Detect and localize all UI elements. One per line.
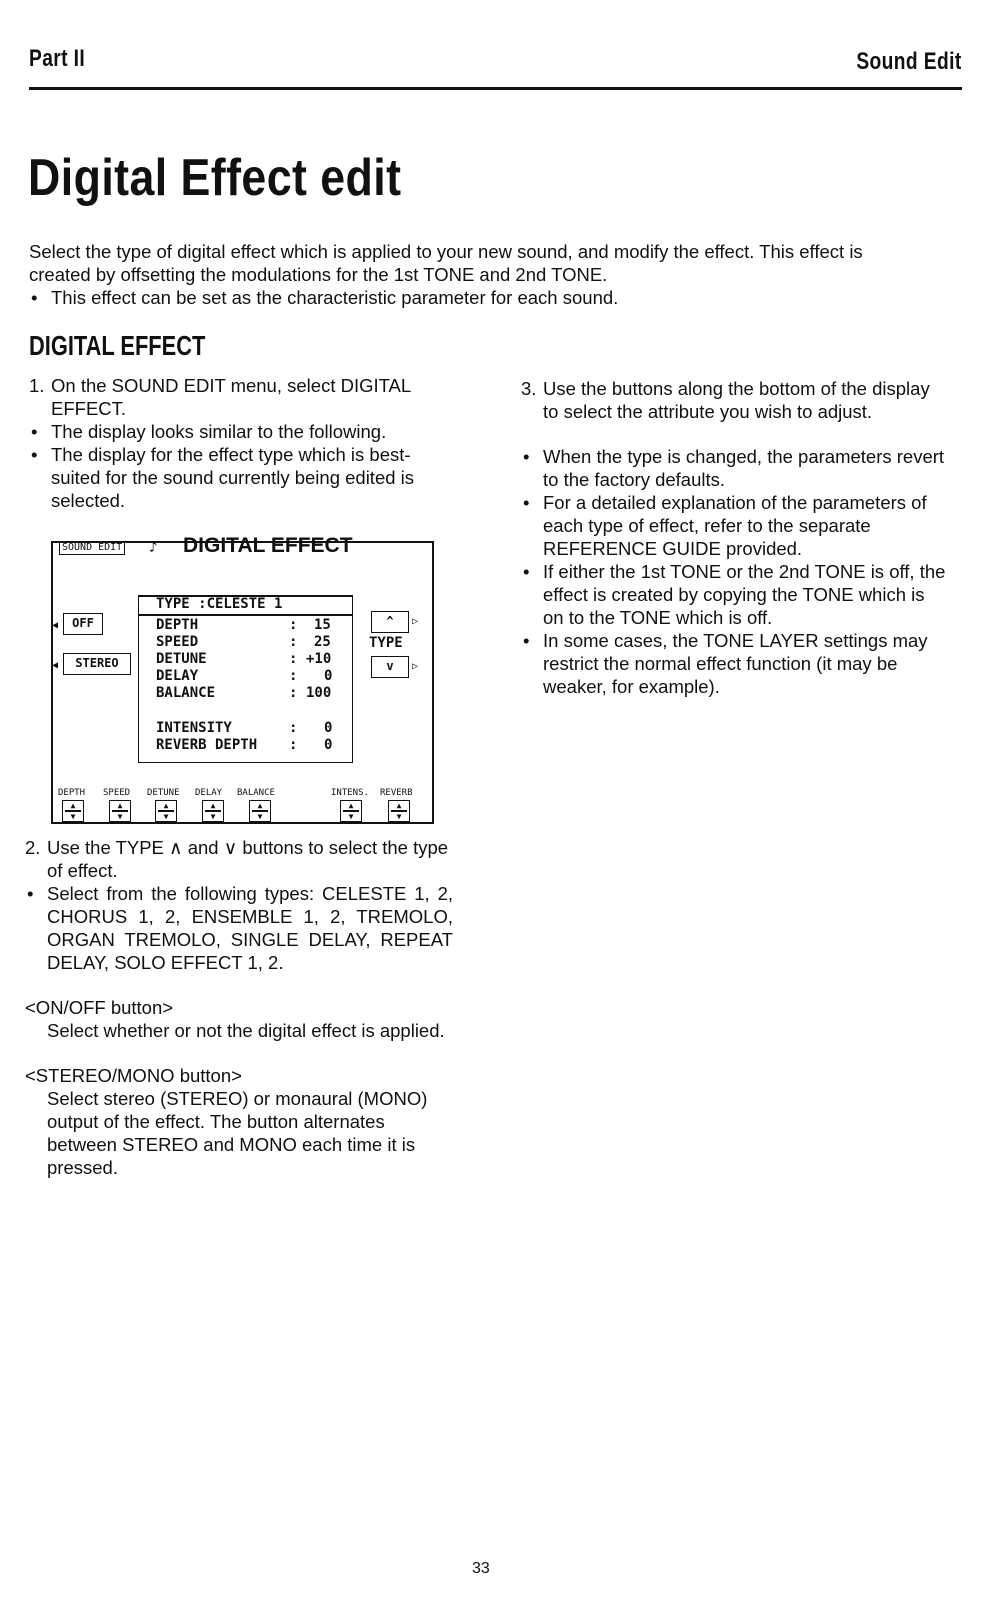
- label-speed: SPEED: [103, 788, 131, 798]
- bullet-best-suited: • The display for the effect type which is best-suited for the sound currently being edited is selected.: [31, 444, 415, 511]
- section-title: DIGITAL EFFECT: [29, 330, 206, 361]
- sound-edit-tag: SOUND EDIT: [59, 541, 125, 555]
- bullet-reference: • For a detailed explanation of the parameters of each type of effect, refer to the separate REFERENCE GUIDE provided.: [523, 492, 927, 559]
- left-column-top: [29, 374, 454, 512]
- speed-updown-button[interactable]: ▲ ▼: [109, 800, 131, 822]
- step-1: 1. On the SOUND EDIT menu, select DIGITAL EFFECT.: [29, 375, 411, 419]
- label-depth: DEPTH: [58, 788, 86, 798]
- label-delay: DELAY: [195, 788, 223, 798]
- off-button[interactable]: OFF: [63, 613, 103, 635]
- pointer-icon: ▷: [412, 616, 419, 627]
- param-name: SPEED: [156, 634, 199, 650]
- bullet-display-look: • The display looks similar to the following.: [31, 421, 387, 442]
- colon: :: [289, 737, 298, 753]
- bullet-icon: •: [31, 421, 38, 442]
- type-down-button[interactable]: v: [371, 656, 409, 678]
- param-value: 0: [324, 720, 333, 736]
- intro-line-1: Select the type of digital effect which is applied to your new sound, and modify the effect. This effect is: [29, 241, 863, 262]
- colon: :: [289, 720, 298, 736]
- params-panel: [138, 595, 353, 763]
- stereo-button[interactable]: STEREO: [63, 653, 131, 675]
- bullet-icon: •: [31, 444, 38, 465]
- colon: :: [289, 668, 298, 684]
- label-balance: BALANCE: [237, 788, 275, 798]
- onoff-heading: <ON/OFF button>: [25, 997, 174, 1018]
- step-3: 3. Use the buttons along the bottom of the display to select the attribute you wish to adjust.: [521, 378, 930, 422]
- param-name: DEPTH: [156, 617, 199, 633]
- param-name: DETUNE: [156, 651, 207, 667]
- stereo-heading: <STEREO/MONO button>: [25, 1065, 242, 1086]
- colon: :: [289, 651, 298, 667]
- colon: :: [289, 634, 298, 650]
- intro-line-2: created by offsetting the modulations for the 1st TONE and 2nd TONE.: [29, 264, 608, 285]
- bullet-tone-layer: • In some cases, the TONE LAYER settings may restrict the normal effect function (it may be weaker, for example).: [523, 630, 928, 697]
- colon: :: [289, 685, 298, 701]
- param-value: 0: [324, 668, 333, 684]
- intro: [29, 240, 954, 309]
- param-value: 100: [306, 685, 332, 701]
- bullet-types: • Select from the following types: CELESTE 1, 2, CHORUS 1, 2, ENSEMBLE 1, 2, TREMOLO, ORGAN TREMOLO, SINGLE DELAY, REPEAT DELAY, SOLO EFFECT 1, 2.: [27, 883, 453, 973]
- balance-updown-button[interactable]: ▲ ▼: [249, 800, 271, 822]
- page-number: 33: [472, 1560, 490, 1577]
- display-heading: DIGITAL EFFECT: [183, 534, 353, 557]
- reverb-updown-button[interactable]: ▲ ▼: [388, 800, 410, 822]
- label-reverb: REVERB: [380, 788, 413, 798]
- bullet-icon: •: [27, 883, 34, 904]
- part-label: Part II: [29, 45, 86, 72]
- page-title: Digital Effect edit: [28, 149, 402, 207]
- type-row: TYPE :CELESTE 1: [156, 596, 283, 612]
- bullet-icon: •: [31, 287, 38, 308]
- bullet-type-change: • When the type is changed, the parameters revert to the factory defaults.: [523, 446, 945, 490]
- intens-updown-button[interactable]: ▲ ▼: [340, 800, 362, 822]
- param-name: REVERB DEPTH: [156, 737, 258, 753]
- intro-bullet: • This effect can be set as the characteristic parameter for each sound.: [31, 287, 619, 308]
- pointer-icon: ◀: [52, 660, 59, 671]
- param-value: 25: [314, 634, 331, 650]
- onoff-text: Select whether or not the digital effect is applied.: [47, 1020, 445, 1041]
- right-column: [521, 377, 947, 698]
- bullet-icon: •: [523, 561, 530, 582]
- left-column-bottom: [25, 836, 453, 1179]
- section-label: Sound Edit: [856, 48, 962, 75]
- param-name: BALANCE: [156, 685, 216, 701]
- step-2: 2. Use the TYPE ∧ and ∨ buttons to select the type of effect.: [25, 837, 449, 881]
- bullet-icon: •: [523, 630, 530, 651]
- bullet-tone-off: • If either the 1st TONE or the 2nd TONE is off, the effect is created by copying the TONE which is on to the TONE which is off.: [523, 561, 946, 628]
- depth-updown-button[interactable]: ▲ ▼: [62, 800, 84, 822]
- param-value: 0: [324, 737, 333, 753]
- param-name: INTENSITY: [156, 720, 232, 736]
- delay-updown-button[interactable]: ▲ ▼: [202, 800, 224, 822]
- label-intens: INTENS.: [331, 788, 369, 798]
- param-value: 15: [314, 617, 331, 633]
- param-name: DELAY: [156, 668, 199, 684]
- colon: :: [289, 617, 298, 633]
- type-up-button[interactable]: ^: [371, 611, 409, 633]
- header-rule: [29, 87, 962, 90]
- divider: [139, 614, 352, 616]
- effect-icon: ♪: [149, 540, 158, 556]
- stereo-text: Select stereo (STEREO) or monaural (MONO) output of the effect. The button alternates between STEREO and MONO each time it is pressed.: [47, 1088, 428, 1178]
- label-detune: DETUNE: [147, 788, 180, 798]
- lcd-display: [51, 534, 434, 824]
- bullet-icon: •: [523, 446, 530, 467]
- param-value: +10: [306, 651, 332, 667]
- type-label: TYPE: [369, 635, 403, 651]
- pointer-icon: ▷: [412, 661, 419, 672]
- bullet-icon: •: [523, 492, 530, 513]
- detune-updown-button[interactable]: ▲ ▼: [155, 800, 177, 822]
- pointer-icon: ◀: [52, 620, 59, 631]
